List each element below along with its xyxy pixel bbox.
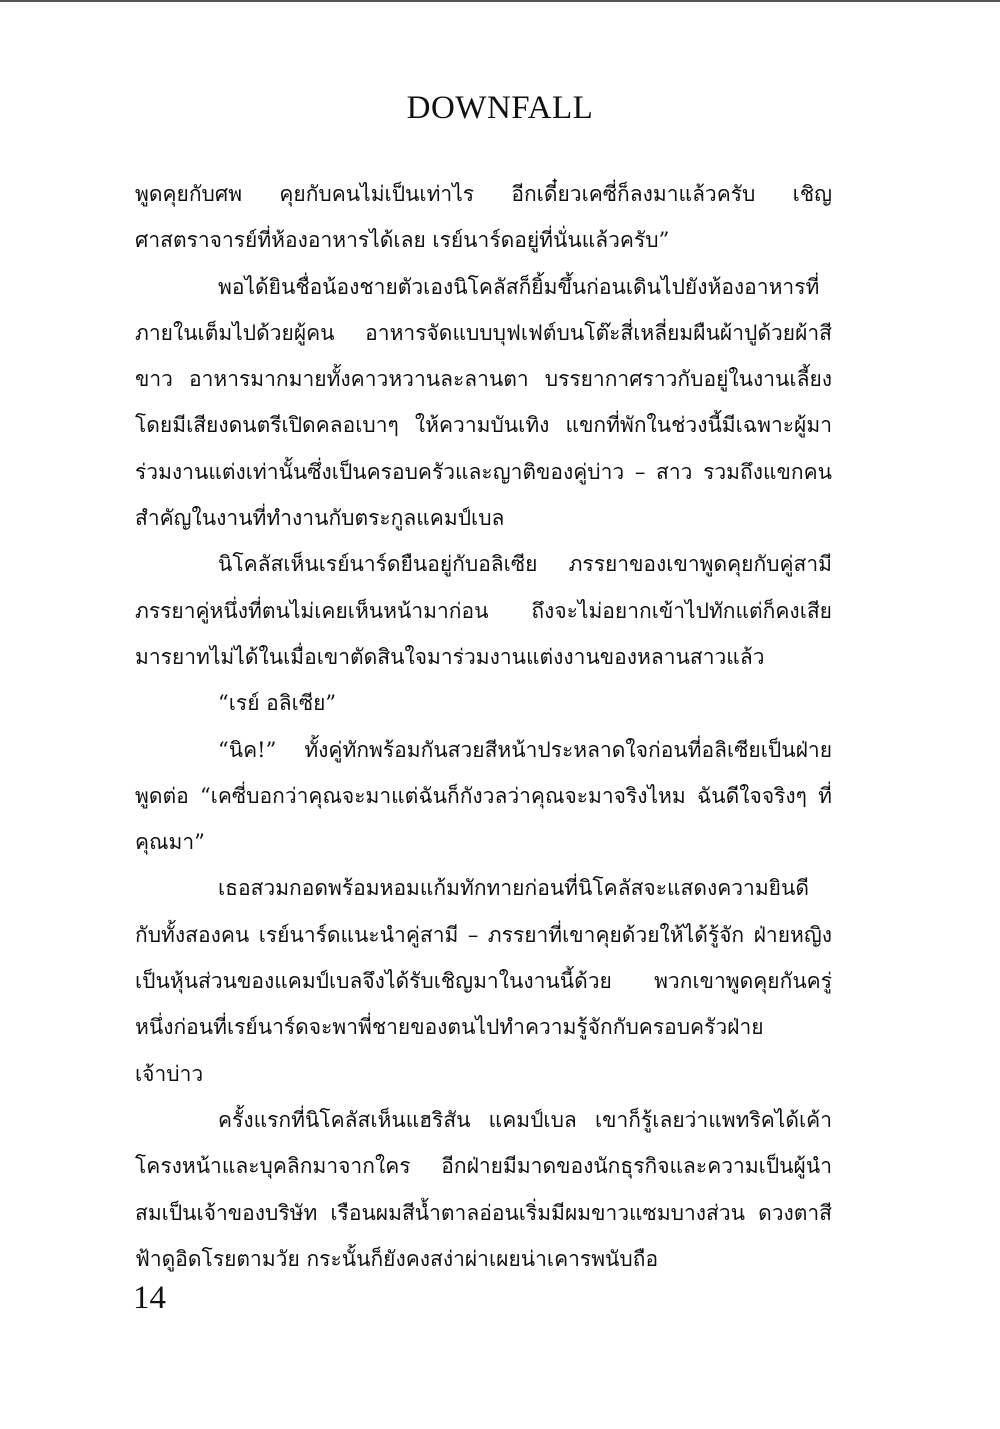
text-line: นิโคลัสเห็นเรย์นาร์ดยืนอยู่กับอลิเซีย ภรรยาของเขาพูดคุยกับคู่สามี [218, 552, 832, 577]
top-border-line [0, 0, 1000, 2]
text-line: “นิค!” ทั้งคู่ทักพร้อมกันสวยสีหน้าประหลาดใจก่อนที่อลิเซียเป็นฝ่าย [218, 737, 832, 762]
text-line: ศาสตราจารย์ที่ห้องอาหารได้เลย เรย์นาร์ดอยู่ที่นั่นแล้วครับ” [135, 228, 670, 253]
text-line: พูดคุยกับศพ คุยกับคนไม่เป็นเท่าไร อีกเดี๋ยวเคซี่ก็ลงมาแล้วครับ เชิญ [135, 182, 832, 206]
text-line: พอได้ยินชื่อน้องชายตัวเองนิโคลัสก็ยิ้มขึ้นก่อนเดินไปยังห้องอาหารที่ [218, 274, 820, 299]
text-line: สำคัญในงานที่ทำงานกับตระกูลแคมป์เบล [135, 506, 505, 531]
text-line: พูดต่อ “เคซี่บอกว่าคุณจะมาแต่ฉันก็กังวลว่าคุณจะมาจริงไหม ฉันดีใจจริงๆ ที่ [135, 783, 832, 808]
paragraph [135, 171, 832, 264]
text-line: โดยมีเสียงดนตรีเปิดคลอเบาๆ ให้ความบันเทิง แขกที่พักในช่วงนี้มีเฉพาะผู้มา [135, 413, 832, 438]
page-number: 14 [133, 1280, 166, 1316]
text-line: กับทั้งสองคน เรย์นาร์ดแนะนำคู่สามี – ภรรยาที่เขาคุยด้วยให้ได้รู้จัก ฝ่ายหญิง [135, 922, 832, 947]
paragraph [135, 727, 832, 866]
text-line: ร่วมงานแต่งเท่านั้นซึ่งเป็นครอบครัวและญาติของคู่บ่าว – สาว รวมถึงแขกคน [135, 459, 832, 484]
paragraph [135, 680, 832, 726]
text-line: ขาว อาหารมากมายทั้งคาวหวานละลานตา บรรยากาศราวกับอยู่ในงานเลี้ยง [135, 367, 832, 392]
body-text [135, 171, 832, 1282]
text-line: มารยาทไม่ได้ในเมื่อเขาตัดสินใจมาร่วมงานแต่งงานของหลานสาวแล้ว [135, 644, 765, 669]
text-line: สมเป็นเจ้าของบริษัท เรือนผมสีน้ำตาลอ่อนเริ่มมีผมขาวแซมบางส่วน ดวงตาสี [135, 1200, 832, 1225]
text-line: “เรย์ อลิเซีย” [218, 691, 337, 716]
text-line: ฟ้าดูอิดโรยตามวัย กระนั้นก็ยังคงสง่าผ่าเผยน่าเคารพนับถือ [135, 1246, 659, 1271]
text-line: เจ้าบ่าว [135, 1061, 204, 1086]
running-header-title: DOWNFALL [406, 90, 594, 126]
text-line: คุณมา” [135, 830, 205, 855]
text-line: หนึ่งก่อนที่เรย์นาร์ดจะพาพี่ชายของตนไปทำความรู้จักกับครอบครัวฝ่าย [135, 1015, 764, 1040]
text-line: เธอสวมกอดพร้อมหอมแก้มทักทายก่อนที่นิโคลัสจะแสดงความยินดี [218, 876, 809, 901]
text-line: ครั้งแรกที่นิโคลัสเห็นแฮริสัน แคมป์เบล เขาก็รู้เลยว่าแพทริคได้เค้า [218, 1107, 832, 1132]
text-line: โครงหน้าและบุคลิกมาจากใคร อีกฝ่ายมีมาดของนักธุรกิจและความเป็นผู้นำ [135, 1154, 832, 1179]
text-line: ภายในเต็มไปด้วยผู้คน อาหารจัดแบบบุฟเฟต์บนโต๊ะสี่เหลี่ยมผืนผ้าปูด้วยผ้าสี [135, 320, 832, 345]
text-line: ภรรยาคู่หนึ่งที่ตนไม่เคยเห็นหน้ามาก่อน ถึงจะไม่อยากเข้าไปทักแต่ก็คงเสีย [135, 598, 832, 623]
paragraph [135, 865, 832, 1096]
paragraph [135, 541, 832, 680]
paragraph [135, 1097, 832, 1282]
paragraph [135, 264, 832, 542]
text-line: เป็นหุ้นส่วนของแคมป์เบลจึงได้รับเชิญมาในงานนี้ด้วย พวกเขาพูดคุยกันครู่ [135, 969, 832, 994]
